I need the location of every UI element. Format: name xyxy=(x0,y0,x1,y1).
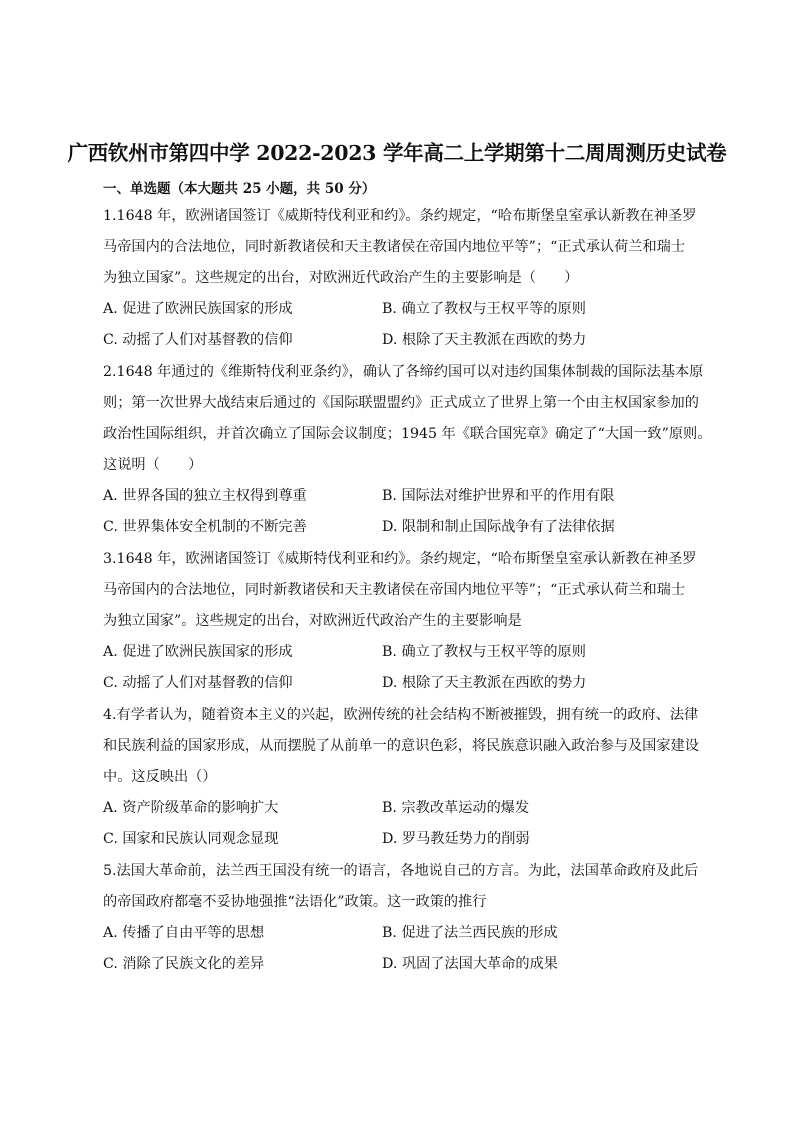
question-5-options xyxy=(103,918,703,980)
option-c: C. 动摇了人们对基督教的信仰 xyxy=(103,332,293,348)
option-c: C. 动摇了人们对基督教的信仰 xyxy=(103,675,293,691)
option-c: C. 世界集体安全机制的不断完善 xyxy=(103,519,307,535)
option-c: C. 国家和民族认同观念显现 xyxy=(103,831,279,847)
option-d: D. 根除了天主教派在西欧的势力 xyxy=(382,675,587,691)
option-b: B. 确立了教权与王权平等的原则 xyxy=(382,644,586,660)
question-line: 5.法国大革命前，法兰西王国没有统一的语言，各地说自己的方言。为此，法国革命政府及此后 xyxy=(103,863,699,879)
question-line: 这说明（ ） xyxy=(103,457,203,473)
option-a: A. 资产阶级革命的影响扩大 xyxy=(103,800,279,816)
question-line: 3.1648 年，欧洲诸国签订《威斯特伐利亚和约》。条约规定，“哈布斯堡皇室承认新教在神圣罗 xyxy=(103,551,697,567)
question-line: 4.有学者认为，随着资本主义的兴起，欧洲传统的社会结构不断被摧毁，拥有统一的政府、法律 xyxy=(103,707,699,723)
question-line: 2.1648 年通过的《维斯特伐利亚条约》，确认了各缔约国可以对违约国集体制裁的国际法基本原 xyxy=(103,364,704,380)
question-line: 马帝国内的合法地位，同时新教诸侯和天主教诸侯在帝国内地位平等”；“正式承认荷兰和瑞士 xyxy=(103,582,686,598)
option-a: A. 世界各国的独立主权得到尊重 xyxy=(103,488,307,504)
question-line: 为独立国家”。这些规定的出台，对欧洲近代政治产生的主要影响是 xyxy=(103,613,522,629)
question-line: 为独立国家”。这些规定的出台，对欧洲近代政治产生的主要影响是（ ） xyxy=(103,270,579,286)
option-d: D. 根除了天主教派在西欧的势力 xyxy=(382,332,587,348)
option-d: D. 罗马教廷势力的削弱 xyxy=(382,831,530,847)
option-a: A. 传播了自由平等的思想 xyxy=(103,925,265,941)
question-line: 1.1648 年，欧洲诸国签订《威斯特伐利亚和约》。条约规定，“哈布斯堡皇室承认新教在神圣罗 xyxy=(103,208,697,224)
question-2-stem xyxy=(103,357,712,481)
page-title: 广西钦州市第四中学 2022-2023 学年高二上学期第十二周周测历史试卷 xyxy=(67,141,727,165)
question-line: 政治性国际组织，并首次确立了国际会议制度；1945 年《联合国宪章》确定了“大国一致”原则。 xyxy=(103,426,712,442)
option-a: A. 促进了欧洲民族国家的形成 xyxy=(103,644,293,660)
question-line: 中。这反映出（） xyxy=(103,769,217,785)
option-a: A. 促进了欧洲民族国家的形成 xyxy=(103,301,293,317)
section-heading: 一、单选题（本大题共 25 小题，共 50 分） xyxy=(103,181,376,197)
option-d: D. 限制和制止国际战争有了法律依据 xyxy=(382,519,615,535)
option-b: B. 促进了法兰西民族的形成 xyxy=(382,925,558,941)
question-3-options xyxy=(103,637,703,699)
question-4-options xyxy=(103,793,703,855)
option-b: B. 确立了教权与王权平等的原则 xyxy=(382,301,586,317)
option-c: C. 消除了民族文化的差异 xyxy=(103,956,265,972)
question-2-options xyxy=(103,481,703,543)
question-line: 和民族利益的国家形成，从而摆脱了从前单一的意识色彩，将民族意识融入政治参与及国家建设 xyxy=(103,738,699,754)
option-b: B. 国际法对维护世界和平的作用有限 xyxy=(382,488,615,504)
question-5-stem xyxy=(103,856,703,918)
question-line: 马帝国内的合法地位，同时新教诸侯和天主教诸侯在帝国内地位平等”；“正式承认荷兰和瑞士 xyxy=(103,239,686,255)
question-1-stem xyxy=(103,201,703,294)
question-line: 的帝国政府都毫不妥协地强推“法语化”政策。这一政策的推行 xyxy=(103,894,487,910)
question-1-options xyxy=(103,294,703,356)
question-line: 则；第一次世界大战结束后通过的《国际联盟盟约》正式成立了世界上第一个由主权国家参加的 xyxy=(103,395,699,411)
question-3-stem xyxy=(103,544,703,637)
question-4-stem xyxy=(103,700,703,793)
option-b: B. 宗教改革运动的爆发 xyxy=(382,800,530,816)
option-d: D. 巩固了法国大革命的成果 xyxy=(382,956,558,972)
